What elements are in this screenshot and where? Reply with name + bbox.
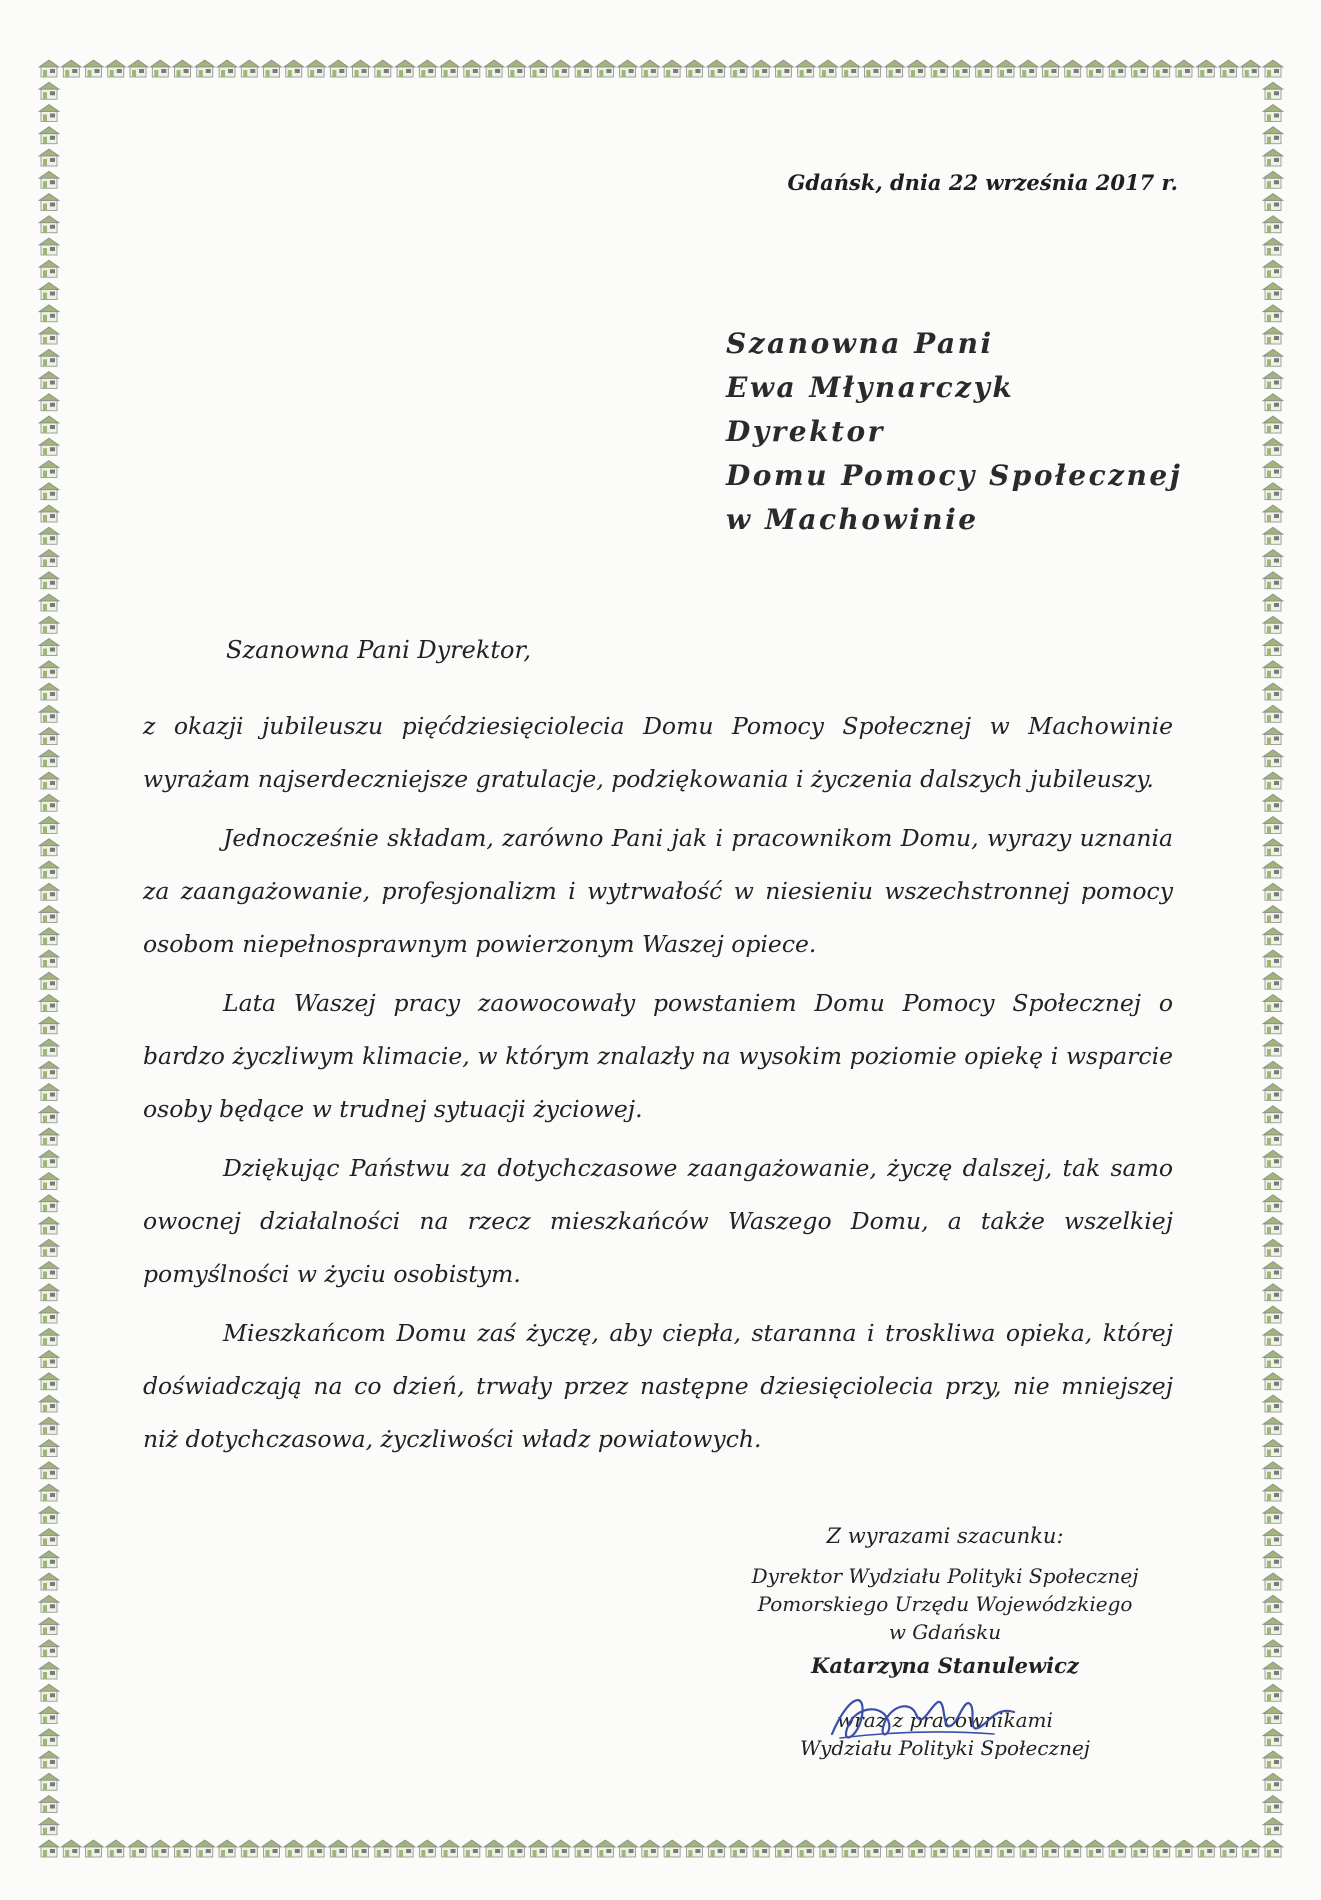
house-icon bbox=[1263, 1840, 1283, 1857]
house-icon bbox=[39, 1573, 59, 1590]
house-icon bbox=[1263, 1573, 1283, 1590]
house-icon bbox=[39, 1684, 59, 1701]
house-icon bbox=[662, 60, 682, 77]
house-icon bbox=[106, 60, 126, 77]
house-icon bbox=[1263, 861, 1283, 878]
house-icon bbox=[1263, 950, 1283, 967]
house-icon bbox=[306, 1840, 326, 1857]
house-icon bbox=[262, 60, 282, 77]
house-icon bbox=[39, 505, 59, 522]
house-icon bbox=[1174, 60, 1194, 77]
house-icon bbox=[1040, 60, 1060, 77]
house-icon bbox=[1263, 1306, 1283, 1323]
house-icon bbox=[128, 60, 148, 77]
house-icon bbox=[262, 1840, 282, 1857]
house-icon bbox=[1263, 1462, 1283, 1479]
house-icon bbox=[1063, 60, 1083, 77]
house-icon bbox=[1196, 1840, 1216, 1857]
house-icon bbox=[1263, 1796, 1283, 1813]
letter-body bbox=[143, 700, 1173, 1472]
house-icon bbox=[39, 839, 59, 856]
recipient-line-5: w Machowinie bbox=[726, 503, 979, 536]
house-icon bbox=[1263, 1395, 1283, 1412]
house-icon bbox=[195, 60, 215, 77]
house-icon bbox=[39, 616, 59, 633]
with-staff-line-2: Wydziału Polityki Społecznej bbox=[799, 1736, 1090, 1760]
salutation: Szanowna Pani Dyrektor, bbox=[226, 636, 531, 664]
house-icon bbox=[39, 305, 59, 322]
house-icon bbox=[996, 1840, 1016, 1857]
house-icon bbox=[506, 60, 526, 77]
house-icon bbox=[1263, 594, 1283, 611]
house-icon bbox=[373, 60, 393, 77]
house-icon bbox=[1263, 149, 1283, 166]
house-icon bbox=[1263, 906, 1283, 923]
house-icon bbox=[39, 594, 59, 611]
recipient-line-1: Szanowna Pani bbox=[726, 327, 994, 360]
house-icon bbox=[1263, 1618, 1283, 1635]
house-icon bbox=[1263, 1640, 1283, 1657]
house-icon bbox=[1263, 1017, 1283, 1034]
house-icon bbox=[39, 349, 59, 366]
house-icon bbox=[440, 1840, 460, 1857]
house-icon bbox=[1241, 1840, 1261, 1857]
house-icon bbox=[707, 60, 727, 77]
house-icon bbox=[39, 260, 59, 277]
house-icon bbox=[1263, 194, 1283, 211]
house-icon bbox=[39, 1595, 59, 1612]
house-icon bbox=[39, 861, 59, 878]
house-icon bbox=[39, 1773, 59, 1790]
house-icon bbox=[1218, 1840, 1238, 1857]
house-icon bbox=[1263, 1284, 1283, 1301]
house-icon bbox=[1263, 283, 1283, 300]
house-icon bbox=[1263, 1039, 1283, 1056]
house-icon bbox=[1263, 1173, 1283, 1190]
house-icon bbox=[506, 1840, 526, 1857]
house-icon bbox=[1263, 416, 1283, 433]
house-icon bbox=[1263, 461, 1283, 478]
house-icon bbox=[773, 1840, 793, 1857]
house-icon bbox=[1263, 527, 1283, 544]
house-icon bbox=[39, 394, 59, 411]
house-icon bbox=[39, 105, 59, 122]
house-icon bbox=[1263, 616, 1283, 633]
house-icon bbox=[150, 1840, 170, 1857]
house-icon bbox=[39, 1618, 59, 1635]
house-icon bbox=[239, 1840, 259, 1857]
house-icon bbox=[1263, 817, 1283, 834]
house-icon bbox=[1263, 705, 1283, 722]
house-icon bbox=[39, 639, 59, 656]
house-icon bbox=[39, 1662, 59, 1679]
paragraph-1: z okazji jubileuszu pięćdziesięciolecia Domu Pomocy Społecznej w Machowinie wyrażam najserdeczniejsze gratulacje, podziękowania i życzenia dalszych jubileuszy. bbox=[143, 712, 1173, 793]
house-icon bbox=[573, 1840, 593, 1857]
house-icon bbox=[417, 1840, 437, 1857]
house-icon bbox=[39, 438, 59, 455]
house-icon bbox=[1063, 1840, 1083, 1857]
house-icon bbox=[1241, 60, 1261, 77]
house-icon bbox=[39, 82, 59, 99]
house-icon bbox=[1263, 349, 1283, 366]
signer-title-2: Pomorskiego Urzędu Wojewódzkiego bbox=[757, 1592, 1133, 1616]
house-icon bbox=[173, 1840, 193, 1857]
house-icon bbox=[39, 1440, 59, 1457]
house-icon bbox=[84, 60, 104, 77]
recipient-block bbox=[726, 322, 1182, 542]
house-icon bbox=[1263, 794, 1283, 811]
house-icon bbox=[39, 216, 59, 233]
house-icon bbox=[39, 1173, 59, 1190]
house-icon bbox=[39, 127, 59, 144]
house-icon bbox=[61, 1840, 81, 1857]
house-icon bbox=[39, 1106, 59, 1123]
house-icon bbox=[39, 1751, 59, 1768]
house-icon bbox=[39, 1150, 59, 1167]
house-icon bbox=[462, 1840, 482, 1857]
house-icon bbox=[39, 550, 59, 567]
house-icon bbox=[1040, 1840, 1060, 1857]
paragraph-5: Mieszkańcom Domu zaś życzę, aby ciepła, staranna i troskliwa opieka, której doświadczają na co dzień, trwały przez następne dziesięciolecia przy, nie mniejszej niż dotychczasowa, życzliwości władz powiatowych. bbox=[143, 1319, 1173, 1453]
house-icon bbox=[1263, 216, 1283, 233]
house-icon bbox=[39, 1707, 59, 1724]
house-icon bbox=[39, 572, 59, 589]
house-icon bbox=[39, 1796, 59, 1813]
house-icon bbox=[284, 60, 304, 77]
house-icon bbox=[84, 1840, 104, 1857]
house-icon bbox=[1263, 105, 1283, 122]
house-icon bbox=[1263, 438, 1283, 455]
house-icon bbox=[529, 60, 549, 77]
house-icon bbox=[1263, 372, 1283, 389]
house-icon bbox=[1263, 1195, 1283, 1212]
house-icon bbox=[106, 1840, 126, 1857]
house-icon bbox=[1263, 550, 1283, 567]
house-icon bbox=[1018, 60, 1038, 77]
house-icon bbox=[39, 972, 59, 989]
house-icon bbox=[39, 194, 59, 211]
house-icon bbox=[573, 60, 593, 77]
house-icon bbox=[351, 1840, 371, 1857]
house-icon bbox=[39, 283, 59, 300]
house-icon bbox=[39, 1640, 59, 1657]
house-icon bbox=[39, 1061, 59, 1078]
house-icon bbox=[529, 1840, 549, 1857]
house-icon bbox=[39, 906, 59, 923]
house-icon bbox=[1263, 1506, 1283, 1523]
house-icon bbox=[39, 661, 59, 678]
house-icon bbox=[618, 1840, 638, 1857]
house-icon bbox=[150, 60, 170, 77]
house-icon bbox=[1263, 972, 1283, 989]
house-icon bbox=[39, 483, 59, 500]
house-icon bbox=[1263, 1662, 1283, 1679]
house-icon bbox=[1263, 327, 1283, 344]
house-icon bbox=[1263, 839, 1283, 856]
house-icon bbox=[1263, 1751, 1283, 1768]
house-icon bbox=[818, 1840, 838, 1857]
house-icon bbox=[1263, 60, 1283, 77]
house-icon bbox=[284, 1840, 304, 1857]
house-icon bbox=[39, 238, 59, 255]
house-icon bbox=[395, 1840, 415, 1857]
house-icon bbox=[929, 60, 949, 77]
house-icon bbox=[39, 461, 59, 478]
house-icon bbox=[1218, 60, 1238, 77]
house-icon bbox=[239, 60, 259, 77]
house-icon bbox=[39, 950, 59, 967]
house-icon bbox=[39, 794, 59, 811]
house-icon bbox=[796, 60, 816, 77]
house-icon bbox=[640, 60, 660, 77]
house-icon bbox=[907, 1840, 927, 1857]
house-icon bbox=[39, 372, 59, 389]
house-icon bbox=[39, 683, 59, 700]
closing-regards: Z wyrazami szacunku: bbox=[826, 1524, 1064, 1548]
house-icon bbox=[39, 995, 59, 1012]
house-icon bbox=[39, 883, 59, 900]
house-icon bbox=[1263, 1773, 1283, 1790]
house-icon bbox=[1263, 260, 1283, 277]
house-icon bbox=[39, 1551, 59, 1568]
house-icon bbox=[306, 60, 326, 77]
house-icon bbox=[39, 1351, 59, 1368]
house-icon bbox=[1085, 1840, 1105, 1857]
signer-title-1: Dyrektor Wydziału Polityki Społecznej bbox=[751, 1564, 1139, 1588]
house-icon bbox=[796, 1840, 816, 1857]
house-icon bbox=[373, 1840, 393, 1857]
house-icon bbox=[39, 705, 59, 722]
house-icon bbox=[951, 1840, 971, 1857]
house-icon bbox=[751, 60, 771, 77]
house-icon bbox=[1263, 483, 1283, 500]
house-icon bbox=[996, 60, 1016, 77]
house-icon bbox=[1152, 1840, 1172, 1857]
house-icon bbox=[1263, 1818, 1283, 1835]
house-icon bbox=[1263, 1239, 1283, 1256]
house-icon bbox=[39, 772, 59, 789]
house-icon bbox=[1263, 1551, 1283, 1568]
house-icon bbox=[618, 60, 638, 77]
house-icon bbox=[1263, 127, 1283, 144]
house-icon bbox=[39, 416, 59, 433]
house-icon bbox=[1263, 1373, 1283, 1390]
house-icon bbox=[1263, 661, 1283, 678]
house-icon bbox=[39, 1462, 59, 1479]
house-icon bbox=[1263, 1484, 1283, 1501]
paragraph-4: Dziękując Państwu za dotychczasowe zaangażowanie, życzę dalszej, tak samo owocnej działalności na rzecz mieszkańców Waszego Domu, a także wszelkiej pomyślności w życiu osobistym. bbox=[143, 1154, 1173, 1288]
house-icon bbox=[862, 1840, 882, 1857]
house-icon bbox=[818, 60, 838, 77]
house-icon bbox=[39, 1306, 59, 1323]
house-icon bbox=[39, 750, 59, 767]
house-icon bbox=[39, 60, 59, 77]
house-icon bbox=[1263, 639, 1283, 656]
house-icon bbox=[1174, 1840, 1194, 1857]
house-icon bbox=[39, 1017, 59, 1034]
house-icon bbox=[1018, 1840, 1038, 1857]
house-icon bbox=[1263, 1684, 1283, 1701]
with-staff-line-1: wraz z pracownikami bbox=[837, 1708, 1053, 1732]
house-icon bbox=[61, 60, 81, 77]
house-icon bbox=[1263, 238, 1283, 255]
house-icon bbox=[1129, 60, 1149, 77]
house-icon bbox=[39, 1417, 59, 1434]
house-icon bbox=[39, 1284, 59, 1301]
house-icon bbox=[1129, 1840, 1149, 1857]
house-icon bbox=[974, 1840, 994, 1857]
house-icon bbox=[328, 1840, 348, 1857]
house-icon bbox=[551, 1840, 571, 1857]
house-icon bbox=[39, 1328, 59, 1345]
house-icon bbox=[1263, 505, 1283, 522]
house-icon bbox=[1107, 1840, 1127, 1857]
house-icon bbox=[39, 1729, 59, 1746]
house-icon bbox=[39, 527, 59, 544]
house-icon bbox=[39, 1484, 59, 1501]
house-icon bbox=[1263, 305, 1283, 322]
house-icon bbox=[1263, 995, 1283, 1012]
house-icon bbox=[39, 1239, 59, 1256]
house-icon bbox=[39, 1529, 59, 1546]
house-icon bbox=[39, 1195, 59, 1212]
house-icon bbox=[440, 60, 460, 77]
house-icon bbox=[862, 60, 882, 77]
house-icon bbox=[1263, 683, 1283, 700]
house-icon bbox=[1107, 60, 1127, 77]
house-icon bbox=[39, 1395, 59, 1412]
house-icon bbox=[885, 1840, 905, 1857]
house-icon bbox=[39, 817, 59, 834]
house-icon bbox=[328, 60, 348, 77]
house-icon bbox=[684, 60, 704, 77]
handwritten-signature bbox=[818, 1676, 1028, 1756]
letter-date: Gdańsk, dnia 22 września 2017 r. bbox=[787, 170, 1178, 195]
house-icon bbox=[39, 1373, 59, 1390]
house-icon bbox=[840, 1840, 860, 1857]
house-icon bbox=[39, 1128, 59, 1145]
house-icon bbox=[484, 1840, 504, 1857]
house-icon bbox=[173, 60, 193, 77]
house-icon bbox=[551, 60, 571, 77]
house-icon bbox=[951, 60, 971, 77]
house-icon bbox=[39, 928, 59, 945]
house-icon bbox=[1263, 1128, 1283, 1145]
house-icon bbox=[1263, 82, 1283, 99]
house-icon bbox=[1263, 1595, 1283, 1612]
house-icon bbox=[39, 728, 59, 745]
house-icon bbox=[907, 60, 927, 77]
house-icon bbox=[885, 60, 905, 77]
house-icon bbox=[1263, 1529, 1283, 1546]
house-icon bbox=[39, 1506, 59, 1523]
house-icon bbox=[39, 149, 59, 166]
house-icon bbox=[1152, 60, 1172, 77]
house-icon bbox=[1085, 60, 1105, 77]
house-icon bbox=[217, 60, 237, 77]
house-icon bbox=[1263, 1707, 1283, 1724]
house-icon bbox=[39, 327, 59, 344]
house-icon bbox=[1263, 1061, 1283, 1078]
house-icon bbox=[1263, 1084, 1283, 1101]
house-icon bbox=[1263, 171, 1283, 188]
house-icon bbox=[484, 60, 504, 77]
house-icon bbox=[1263, 1217, 1283, 1234]
house-icon bbox=[39, 1217, 59, 1234]
recipient-line-2: Ewa Młynarczyk bbox=[726, 371, 1015, 404]
house-icon bbox=[1263, 1106, 1283, 1123]
house-icon bbox=[1263, 750, 1283, 767]
house-icon bbox=[595, 1840, 615, 1857]
house-icon bbox=[840, 60, 860, 77]
house-icon bbox=[1263, 572, 1283, 589]
paragraph-3: Lata Waszej pracy zaowocowały powstaniem Domu Pomocy Społecznej o bardzo życzliwym klimacie, w którym znalazły na wysokim poziomie opiekę i wsparcie osoby będące w trudnej sytuacji życiowej. bbox=[143, 989, 1173, 1123]
house-icon bbox=[1263, 1729, 1283, 1746]
house-icon bbox=[929, 1840, 949, 1857]
house-icon bbox=[39, 1084, 59, 1101]
house-icon bbox=[39, 1039, 59, 1056]
house-icon bbox=[39, 1840, 59, 1857]
house-icon bbox=[1263, 1351, 1283, 1368]
house-icon bbox=[707, 1840, 727, 1857]
house-icon bbox=[684, 1840, 704, 1857]
house-icon bbox=[462, 60, 482, 77]
house-icon bbox=[1263, 1150, 1283, 1167]
house-icon bbox=[640, 1840, 660, 1857]
house-icon bbox=[595, 60, 615, 77]
house-icon bbox=[751, 1840, 771, 1857]
house-icon bbox=[1263, 772, 1283, 789]
recipient-line-3: Dyrektor bbox=[726, 415, 885, 448]
house-icon bbox=[662, 1840, 682, 1857]
house-icon bbox=[1263, 394, 1283, 411]
house-icon bbox=[1263, 728, 1283, 745]
paragraph-2: Jednocześnie składam, zarówno Pani jak i pracownikom Domu, wyrazy uznania za zaangażowanie, profesjonalizm i wytrwałość w niesieniu wszechstronnej pomocy osobom niepełnosprawnym powierzonym Waszej opiece. bbox=[143, 824, 1173, 958]
house-icon bbox=[729, 60, 749, 77]
house-icon bbox=[974, 60, 994, 77]
house-icon bbox=[1263, 1262, 1283, 1279]
house-icon bbox=[128, 1840, 148, 1857]
house-icon bbox=[39, 1818, 59, 1835]
house-icon bbox=[395, 60, 415, 77]
house-icon bbox=[1263, 928, 1283, 945]
house-icon bbox=[195, 1840, 215, 1857]
house-icon bbox=[1263, 883, 1283, 900]
house-icon bbox=[417, 60, 437, 77]
house-icon bbox=[1263, 1417, 1283, 1434]
house-icon bbox=[1263, 1440, 1283, 1457]
house-icon bbox=[773, 60, 793, 77]
house-icon bbox=[1263, 1328, 1283, 1345]
house-icon bbox=[1196, 60, 1216, 77]
house-icon bbox=[39, 1262, 59, 1279]
house-icon bbox=[729, 1840, 749, 1857]
house-icon bbox=[39, 171, 59, 188]
signer-title-3: w Gdańsku bbox=[888, 1620, 1002, 1644]
house-icon bbox=[351, 60, 371, 77]
recipient-line-4: Domu Pomocy Społecznej bbox=[726, 459, 1183, 492]
signer-name: Katarzyna Stanulewicz bbox=[811, 1653, 1079, 1678]
house-icon bbox=[217, 1840, 237, 1857]
